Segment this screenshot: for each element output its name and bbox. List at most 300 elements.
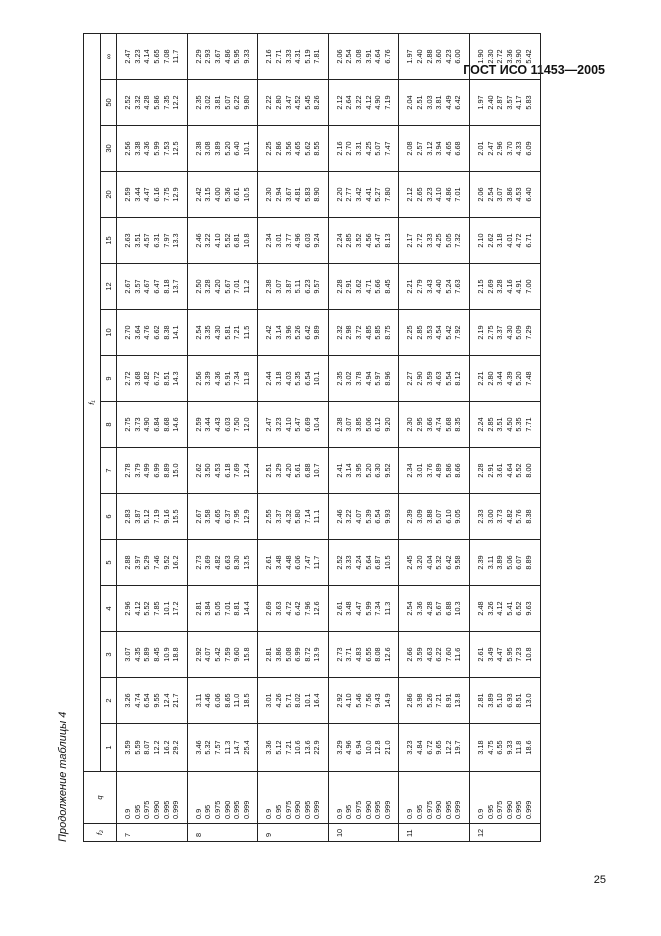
cell-value: 5.12 bbox=[273, 740, 283, 755]
table-cell bbox=[187, 402, 258, 448]
q-value: 0.990 bbox=[363, 800, 373, 819]
cell-value: 5.95 bbox=[504, 647, 514, 662]
cell-value: 4.75 bbox=[485, 740, 495, 755]
cell-value: 6.84 bbox=[151, 417, 161, 432]
cell-value: 7.80 bbox=[382, 187, 392, 202]
cell-value: 4.12 bbox=[495, 601, 505, 616]
q-value: 0.999 bbox=[523, 800, 533, 819]
q-value: 0.9 bbox=[193, 808, 203, 819]
cell-value: 7.46 bbox=[151, 555, 161, 570]
cell-value: 2.38 bbox=[264, 279, 274, 294]
table-cell bbox=[117, 678, 188, 724]
cell-value: 4.50 bbox=[504, 417, 514, 432]
cell-value: 9.33 bbox=[241, 49, 251, 64]
cell-value: 10.5 bbox=[241, 187, 251, 202]
q-value: 0.975 bbox=[142, 800, 152, 819]
cell-value: 18.5 bbox=[241, 693, 251, 708]
cell-value: 3.01 bbox=[273, 233, 283, 248]
cell-value: 6.00 bbox=[453, 49, 463, 64]
cell-value: 3.89 bbox=[485, 693, 495, 708]
cell-value: 5.47 bbox=[293, 417, 303, 432]
cell-value: 8.18 bbox=[161, 279, 171, 294]
cell-value: 5.26 bbox=[293, 325, 303, 340]
cell-value: 3.69 bbox=[203, 555, 213, 570]
cell-value: 2.61 bbox=[476, 647, 485, 662]
cell-value: 12.4 bbox=[161, 693, 171, 708]
cell-value: 7.97 bbox=[161, 233, 171, 248]
table-cell bbox=[187, 632, 258, 678]
cell-value: 4.20 bbox=[212, 279, 222, 294]
cell-value: 2.39 bbox=[405, 509, 415, 524]
cell-value: 2.27 bbox=[405, 371, 415, 386]
cell-value: 3.62 bbox=[354, 279, 364, 294]
table-cell bbox=[328, 540, 399, 586]
table-cell bbox=[470, 586, 541, 632]
cell-value: 11.7 bbox=[312, 555, 322, 570]
table-cell bbox=[117, 448, 188, 494]
table-cell bbox=[328, 310, 399, 356]
cell-value: 19.7 bbox=[453, 740, 463, 755]
cell-value: 13.7 bbox=[171, 279, 181, 294]
q-values bbox=[470, 772, 541, 824]
cell-value: 2.55 bbox=[264, 509, 274, 524]
cell-value: 7.19 bbox=[151, 509, 161, 524]
q-values bbox=[399, 772, 470, 824]
cell-value: 3.32 bbox=[132, 95, 142, 110]
cell-value: 5.64 bbox=[363, 555, 373, 570]
table-cell bbox=[470, 632, 541, 678]
cell-value: 9.55 bbox=[151, 693, 161, 708]
table-cell bbox=[117, 540, 188, 586]
table-cell bbox=[399, 540, 470, 586]
cell-value: 3.33 bbox=[283, 49, 293, 64]
cell-value: 2.44 bbox=[264, 371, 274, 386]
cell-value: 5.99 bbox=[363, 601, 373, 616]
cell-value: 4.25 bbox=[434, 233, 444, 248]
cell-value: 2.47 bbox=[264, 417, 274, 432]
cell-value: 3.51 bbox=[132, 233, 142, 248]
q-header: q bbox=[84, 772, 117, 824]
table-cell bbox=[258, 540, 329, 586]
q-values bbox=[258, 772, 329, 824]
cell-value: 2.06 bbox=[334, 49, 344, 64]
cell-value: 5.85 bbox=[373, 325, 383, 340]
cell-value: 6.55 bbox=[495, 740, 505, 755]
cell-value: 8.00 bbox=[523, 463, 533, 478]
cell-value: 11.5 bbox=[241, 325, 251, 340]
cell-value: 5.65 bbox=[151, 49, 161, 64]
cell-value: 2.59 bbox=[193, 417, 203, 432]
cell-value: 5.06 bbox=[504, 555, 514, 570]
cell-value: 5.26 bbox=[424, 693, 434, 708]
table-cell bbox=[328, 356, 399, 402]
cell-value: 5.09 bbox=[514, 325, 524, 340]
cell-value: 4.53 bbox=[212, 463, 222, 478]
cell-value: 6.81 bbox=[232, 233, 242, 248]
table-cell bbox=[399, 80, 470, 126]
column-header: 10 bbox=[100, 310, 117, 356]
cell-value: 3.08 bbox=[203, 141, 213, 156]
cell-value: 2.69 bbox=[264, 601, 274, 616]
q-value: 0.990 bbox=[151, 800, 161, 819]
cell-value: 7.32 bbox=[453, 233, 463, 248]
cell-value: 3.86 bbox=[273, 647, 283, 662]
table-cell bbox=[187, 264, 258, 310]
cell-value: 6.42 bbox=[293, 601, 303, 616]
table-cell bbox=[399, 678, 470, 724]
table-cell bbox=[117, 172, 188, 218]
cell-value: 4.31 bbox=[293, 49, 303, 64]
cell-value: 6.22 bbox=[232, 95, 242, 110]
cell-value: 7.57 bbox=[212, 740, 222, 755]
cell-value: 2.61 bbox=[264, 555, 274, 570]
cell-value: 2.80 bbox=[485, 371, 495, 386]
table-cell bbox=[187, 356, 258, 402]
cell-value: 7.35 bbox=[161, 95, 171, 110]
cell-value: 5.68 bbox=[443, 417, 453, 432]
cell-value: 3.90 bbox=[514, 49, 524, 64]
cell-value: 2.52 bbox=[123, 95, 133, 110]
table-cell bbox=[117, 310, 188, 356]
column-header: 9 bbox=[100, 356, 117, 402]
cell-value: 6.30 bbox=[373, 463, 383, 478]
cell-value: 7.34 bbox=[373, 601, 383, 616]
cell-value: 4.10 bbox=[283, 417, 293, 432]
cell-value: 2.61 bbox=[334, 601, 344, 616]
cell-value: 3.64 bbox=[132, 325, 142, 340]
cell-value: 2.41 bbox=[334, 463, 344, 478]
cell-value: 4.30 bbox=[504, 325, 514, 340]
cell-value: 7.14 bbox=[302, 509, 312, 524]
table-cell bbox=[328, 632, 399, 678]
cell-value: 2.72 bbox=[415, 233, 425, 248]
table-cell bbox=[470, 494, 541, 540]
cell-value: 4.25 bbox=[363, 141, 373, 156]
cell-value: 6.68 bbox=[453, 141, 463, 156]
cell-value: 2.40 bbox=[415, 49, 425, 64]
q-value: 0.975 bbox=[424, 800, 434, 819]
q-value: 0.995 bbox=[161, 800, 171, 819]
cell-value: 4.12 bbox=[363, 95, 373, 110]
cell-value: 3.57 bbox=[504, 95, 514, 110]
cell-value: 4.90 bbox=[373, 95, 383, 110]
column-header: 12 bbox=[100, 264, 117, 310]
cell-value: 13.8 bbox=[453, 693, 463, 708]
q-value: 0.95 bbox=[203, 804, 213, 819]
table-cell bbox=[399, 632, 470, 678]
cell-value: 9.60 bbox=[232, 647, 242, 662]
cell-value: 6.09 bbox=[523, 141, 533, 156]
cell-value: 10.8 bbox=[241, 233, 251, 248]
cell-value: 2.34 bbox=[264, 233, 274, 248]
cell-value: 2.96 bbox=[123, 601, 133, 616]
cell-value: 3.02 bbox=[344, 371, 354, 386]
cell-value: 3.11 bbox=[485, 555, 495, 570]
q-value: 0.9 bbox=[264, 808, 274, 819]
cell-value: 2.92 bbox=[193, 647, 203, 662]
cell-value: 22.9 bbox=[312, 740, 322, 755]
cell-value: 6.88 bbox=[302, 463, 312, 478]
f2-value: 10 bbox=[328, 824, 399, 842]
cell-value: 14.4 bbox=[241, 601, 251, 616]
cell-value: 3.11 bbox=[193, 693, 203, 708]
q-value: 0.999 bbox=[453, 800, 463, 819]
cell-value: 2.66 bbox=[405, 647, 415, 662]
cell-value: 7.01 bbox=[222, 601, 232, 616]
cell-value: 2.24 bbox=[334, 233, 344, 248]
f2-value: 12 bbox=[470, 824, 541, 842]
cell-value: 3.60 bbox=[434, 49, 444, 64]
cell-value: 7.47 bbox=[382, 141, 392, 156]
cell-value: 8.68 bbox=[161, 417, 171, 432]
cell-value: 12.0 bbox=[241, 417, 251, 432]
cell-value: 9.43 bbox=[373, 693, 383, 708]
table-row bbox=[258, 34, 329, 842]
table-cell bbox=[328, 172, 399, 218]
cell-value: 6.54 bbox=[142, 693, 152, 708]
table-cell bbox=[470, 540, 541, 586]
cell-value: 12.6 bbox=[382, 647, 392, 662]
cell-value: 8.30 bbox=[232, 555, 242, 570]
cell-value: 5.59 bbox=[132, 740, 142, 755]
cell-value: 2.46 bbox=[193, 233, 203, 248]
table-cell bbox=[328, 402, 399, 448]
cell-value: 2.88 bbox=[424, 49, 434, 64]
cell-value: 6.40 bbox=[232, 141, 242, 156]
cell-value: 6.22 bbox=[434, 647, 444, 662]
table-cell bbox=[470, 126, 541, 172]
column-header: 30 bbox=[100, 126, 117, 172]
cell-value: 4.10 bbox=[434, 187, 444, 202]
table-cell bbox=[117, 34, 188, 80]
cell-value: 4.85 bbox=[363, 325, 373, 340]
q-value: 0.999 bbox=[241, 800, 251, 819]
table-cell bbox=[470, 402, 541, 448]
cell-value: 7.92 bbox=[453, 325, 463, 340]
cell-value: 3.35 bbox=[203, 325, 213, 340]
table-cell bbox=[399, 356, 470, 402]
cell-value: 7.21 bbox=[283, 740, 293, 755]
cell-value: 18.8 bbox=[171, 647, 181, 662]
cell-value: 8.07 bbox=[142, 740, 152, 755]
cell-value: 2.15 bbox=[476, 279, 485, 294]
cell-value: 4.07 bbox=[354, 509, 364, 524]
cell-value: 9.52 bbox=[382, 463, 392, 478]
cell-value: 2.32 bbox=[334, 325, 344, 340]
cell-value: 4.76 bbox=[142, 325, 152, 340]
cell-value: 10.1 bbox=[302, 693, 312, 708]
cell-value: 2.20 bbox=[334, 187, 344, 202]
cell-value: 4.63 bbox=[434, 371, 444, 386]
cell-value: 3.81 bbox=[434, 95, 444, 110]
cell-value: 4.96 bbox=[293, 233, 303, 248]
cell-value: 9.52 bbox=[161, 555, 171, 570]
cell-value: 13.5 bbox=[241, 555, 251, 570]
cell-value: 2.28 bbox=[334, 279, 344, 294]
cell-value: 4.63 bbox=[424, 647, 434, 662]
cell-value: 2.70 bbox=[123, 325, 133, 340]
cell-value: 3.14 bbox=[273, 325, 283, 340]
q-value: 0.95 bbox=[415, 804, 425, 819]
cell-value: 3.23 bbox=[273, 417, 283, 432]
cell-value: 3.23 bbox=[405, 740, 415, 755]
cell-value: 5.83 bbox=[523, 95, 533, 110]
cell-value: 3.42 bbox=[354, 187, 364, 202]
cell-value: 5.27 bbox=[373, 187, 383, 202]
cell-value: 6.71 bbox=[523, 233, 533, 248]
cell-value: 5.86 bbox=[151, 95, 161, 110]
cell-value: 16.2 bbox=[161, 740, 171, 755]
column-header: 15 bbox=[100, 218, 117, 264]
cell-value: 8.72 bbox=[302, 647, 312, 662]
cell-value: 2.34 bbox=[405, 463, 415, 478]
table-cell bbox=[258, 126, 329, 172]
cell-value: 3.20 bbox=[415, 555, 425, 570]
cell-value: 6.93 bbox=[504, 693, 514, 708]
cell-value: 5.07 bbox=[434, 509, 444, 524]
cell-value: 3.79 bbox=[132, 463, 142, 478]
cell-value: 5.83 bbox=[302, 187, 312, 202]
cell-value: 6.42 bbox=[453, 95, 463, 110]
cell-value: 4.26 bbox=[273, 693, 283, 708]
cell-value: 3.63 bbox=[273, 601, 283, 616]
cell-value: 11.1 bbox=[312, 509, 322, 524]
f2-value: 11 bbox=[399, 824, 470, 842]
cell-value: 4.16 bbox=[504, 279, 514, 294]
cell-value: 4.71 bbox=[363, 279, 373, 294]
table-cell bbox=[399, 724, 470, 772]
cell-value: 12.2 bbox=[171, 95, 181, 110]
cell-value: 3.31 bbox=[354, 141, 364, 156]
cell-value: 10.5 bbox=[382, 555, 392, 570]
cell-value: 2.56 bbox=[123, 141, 133, 156]
cell-value: 4.10 bbox=[344, 693, 354, 708]
cell-value: 8.38 bbox=[523, 509, 533, 524]
table-cell bbox=[258, 402, 329, 448]
q-value: 0.9 bbox=[334, 808, 344, 819]
cell-value: 3.87 bbox=[132, 509, 142, 524]
cell-value: 2.87 bbox=[495, 95, 505, 110]
table-cell bbox=[187, 172, 258, 218]
cell-value: 2.95 bbox=[415, 417, 425, 432]
cell-value: 6.42 bbox=[443, 555, 453, 570]
table-cell bbox=[399, 402, 470, 448]
cell-value: 7.00 bbox=[523, 279, 533, 294]
table-cell bbox=[328, 126, 399, 172]
table-cell bbox=[470, 678, 541, 724]
cell-value: 4.17 bbox=[514, 95, 524, 110]
table-cell bbox=[258, 586, 329, 632]
cell-value: 3.71 bbox=[344, 647, 354, 662]
table-cell bbox=[117, 494, 188, 540]
cell-value: 10.3 bbox=[453, 601, 463, 616]
cell-value: 2.19 bbox=[476, 325, 485, 340]
cell-value: 13.9 bbox=[312, 647, 322, 662]
cell-value: 3.37 bbox=[495, 325, 505, 340]
cell-value: 4.52 bbox=[293, 95, 303, 110]
cell-value: 3.14 bbox=[344, 463, 354, 478]
cell-value: 3.28 bbox=[203, 279, 213, 294]
cell-value: 2.62 bbox=[485, 233, 495, 248]
cell-value: 5.76 bbox=[514, 509, 524, 524]
cell-value: 6.42 bbox=[302, 325, 312, 340]
cell-value: 7.75 bbox=[161, 187, 171, 202]
cell-value: 2.50 bbox=[193, 279, 203, 294]
cell-value: 4.56 bbox=[363, 233, 373, 248]
table-cell bbox=[258, 34, 329, 80]
cell-value: 4.48 bbox=[283, 555, 293, 570]
cell-value: 6.40 bbox=[523, 187, 533, 202]
cell-value: 7.21 bbox=[232, 325, 242, 340]
cell-value: 5.06 bbox=[363, 417, 373, 432]
cell-value: 4.74 bbox=[132, 693, 142, 708]
cell-value: 4.72 bbox=[283, 601, 293, 616]
table-body bbox=[117, 34, 540, 842]
cell-value: 6.12 bbox=[373, 417, 383, 432]
cell-value: 6.07 bbox=[514, 555, 524, 570]
q-value: 0.975 bbox=[212, 800, 222, 819]
cell-value: 5.91 bbox=[222, 371, 232, 386]
cell-value: 3.87 bbox=[283, 279, 293, 294]
table-cell bbox=[328, 586, 399, 632]
cell-value: 3.88 bbox=[424, 509, 434, 524]
table-cell bbox=[470, 34, 541, 80]
cell-value: 3.94 bbox=[434, 141, 444, 156]
cell-value: 5.97 bbox=[373, 371, 383, 386]
cell-value: 3.07 bbox=[344, 417, 354, 432]
cell-value: 8.89 bbox=[523, 555, 533, 570]
table-cell bbox=[117, 126, 188, 172]
cell-value: 3.72 bbox=[354, 325, 364, 340]
table-cell bbox=[399, 494, 470, 540]
cell-value: 10.1 bbox=[241, 141, 251, 156]
cell-value: 9.33 bbox=[504, 740, 514, 755]
cell-value: 3.07 bbox=[273, 279, 283, 294]
cell-value: 7.85 bbox=[151, 601, 161, 616]
cell-value: 3.51 bbox=[495, 417, 505, 432]
cell-value: 4.00 bbox=[212, 187, 222, 202]
cell-value: 10.4 bbox=[312, 417, 322, 432]
cell-value: 3.61 bbox=[495, 463, 505, 478]
table-cell bbox=[328, 494, 399, 540]
cell-value: 8.38 bbox=[161, 325, 171, 340]
cell-value: 3.77 bbox=[283, 233, 293, 248]
cell-value: 9.20 bbox=[382, 417, 392, 432]
cell-value: 3.22 bbox=[344, 509, 354, 524]
cell-value: 17.2 bbox=[171, 601, 181, 616]
cell-value: 3.78 bbox=[354, 371, 364, 386]
cell-value: 6.06 bbox=[212, 693, 222, 708]
cell-value: 5.99 bbox=[151, 141, 161, 156]
cell-value: 2.54 bbox=[485, 187, 495, 202]
cell-value: 3.49 bbox=[485, 647, 495, 662]
table-cell bbox=[470, 80, 541, 126]
cell-value: 5.66 bbox=[373, 279, 383, 294]
cell-value: 6.61 bbox=[232, 187, 242, 202]
cell-value: 5.67 bbox=[434, 601, 444, 616]
cell-value: 3.07 bbox=[495, 187, 505, 202]
cell-value: 6.52 bbox=[514, 601, 524, 616]
cell-value: 4.03 bbox=[283, 371, 293, 386]
cell-value: 5.35 bbox=[293, 371, 303, 386]
table-cell bbox=[258, 448, 329, 494]
table-cell bbox=[399, 218, 470, 264]
cell-value: 2.28 bbox=[476, 463, 485, 478]
cell-value: 12.9 bbox=[171, 187, 181, 202]
cell-value: 2.59 bbox=[123, 187, 133, 202]
column-header: 5 bbox=[100, 540, 117, 586]
table-cell bbox=[328, 34, 399, 80]
